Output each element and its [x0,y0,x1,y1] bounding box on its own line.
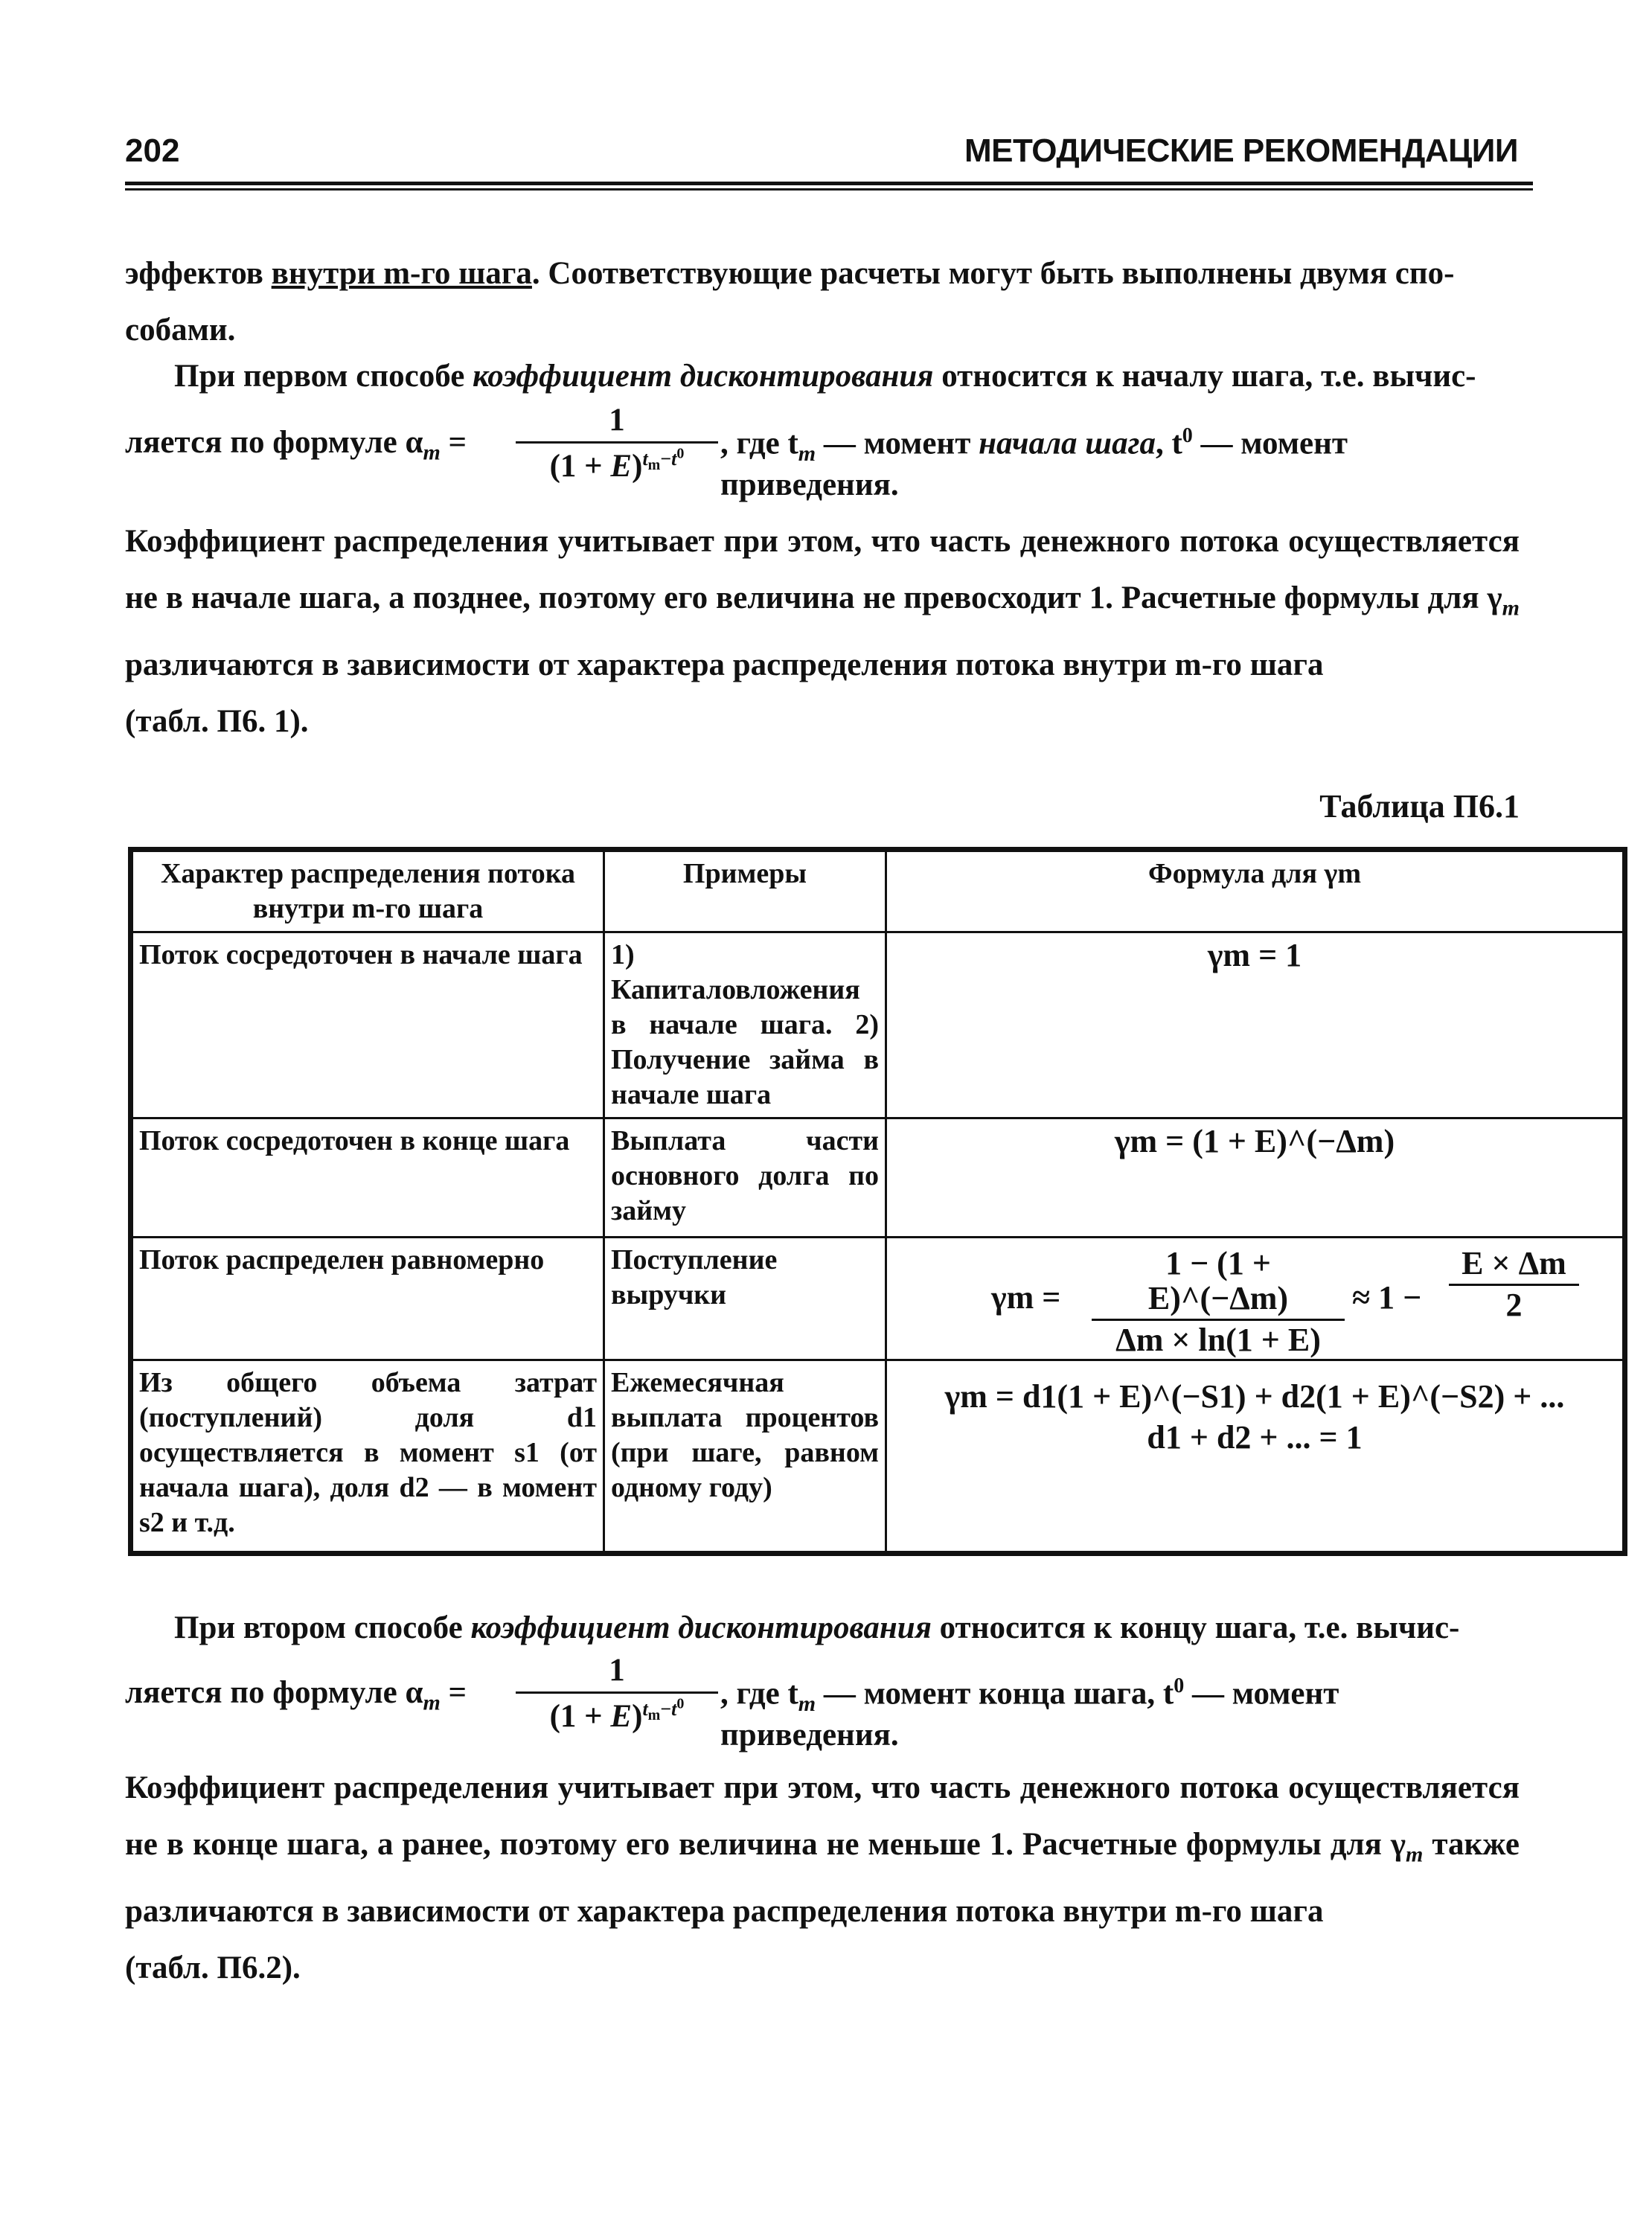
page-number: 202 [125,132,180,169]
table-cell: Поток распределен равномерно [131,1238,604,1360]
method2-paragraph: Коэффициент распределения учитывает при этом, что часть денежного потока осуществляется не в конце шага, а ранее, поэтому его величина не меньше 1. Расчетные формулы для $\gamma_m$ также различаются в зависимости от характера распределения потока внутри m-го шага (табл. П6.2). [125,1770,1520,1985]
table-cell: Выплата части основного долга по займу [604,1118,886,1238]
table-cell: Поступление выручки [604,1238,886,1360]
table-row [131,1238,1625,1360]
header-cell: Формула для γm [886,850,1625,932]
alpha-fraction: $\frac{1}{(1 + E)^{t_m-t^0}}$ [516,1652,718,1735]
table-cell: 1) Капиталовложения в начале шага. 2) Получение займа в начале шага [604,932,886,1118]
table-cell: γm = (1 + E)^(−Δm) [886,1118,1625,1238]
table-row [131,1118,1625,1238]
table-cell-formula [886,1238,1625,1360]
method2-line1: При втором способе коэффициент дисконтирования относится к концу шага, т.е. вычис- [174,1610,1460,1645]
table-cell: Поток сосредоточен в конце шага [131,1118,604,1238]
table-header-row [131,850,1625,932]
intro-paragraph: эффектов внутри m-го шага. Соответствующие расчеты могут быть выполнены двумя спо- собами. [125,256,1455,348]
header-rule-thin [125,188,1533,191]
method1-formula-line: ляется по формуле $\alpha_m$ = $\frac{1}{(1 + E)^{t_m-t^0}}$ , где $t_m$ — момент начала шага, $t^0$ — момент приведения. [125,403,1348,502]
table-row [131,932,1625,1118]
running-header [125,132,1518,177]
formula-part: ≈ 1 − [1352,1279,1422,1316]
table-cell: γm = 1 [886,932,1625,1118]
header-rule [125,182,1533,185]
formula-fraction: $\frac{E \times \Delta m}{2}$ [1449,1246,1579,1322]
table-cell: Поток сосредоточен в начале шага [131,932,604,1118]
alpha-fraction: $\frac{1}{(1 + E)^{t_m-t^0}}$ [516,402,718,484]
method1-line1: При первом способе коэффициент дисконтирования относится к началу шага, т.е. вычис- [174,359,1476,394]
distribution-table [128,847,1627,1556]
running-title: МЕТОДИЧЕСКИЕ РЕКОМЕНДАЦИИ [964,132,1518,169]
method1-paragraph: Коэффициент распределения учитывает при этом, что часть денежного потока осуществляется не в начале шага, а позднее, поэтому его величина не превосходит 1. Расчетные формулы для $\gamma_m$ различаются в зависимости от характера распределения потока внутри m-го шага (табл. П6. 1). [125,524,1520,739]
table-row [131,1360,1625,1554]
method2-formula-line: ляется по формуле $\alpha_m$ = $\frac{1}{(1 + E)^{t_m-t^0}}$ , где $t_m$ — момент конца шага, $t^0$ — момент приведения. [125,1653,1339,1753]
table-cell: Из общего объема затрат (поступлений) доля d1 осуществляется в момент s1 (от начала шага), доля d2 — в момент s2 и т.д. [131,1360,604,1554]
header-cell: Примеры [604,850,886,932]
table-cell: Ежемесячная выплата процентов (при шаге, равном одному году) [604,1360,886,1554]
table-cell-formula: γm = d1(1 + E)^(−S1) + d2(1 + E)^(−S2) + ... d1 + d2 + ... = 1 [886,1360,1625,1554]
formula-fraction: $\frac{1 - (1 + E)\^{}(-\Delta m)}{\Delta m \times \ln(1 + E)}$ [1092,1246,1345,1357]
table-caption: Таблица П6.1 [1319,788,1520,825]
header-cell: Характер распределения потока внутри m-го шага [131,850,604,932]
formula-part: γm = [991,1279,1061,1316]
